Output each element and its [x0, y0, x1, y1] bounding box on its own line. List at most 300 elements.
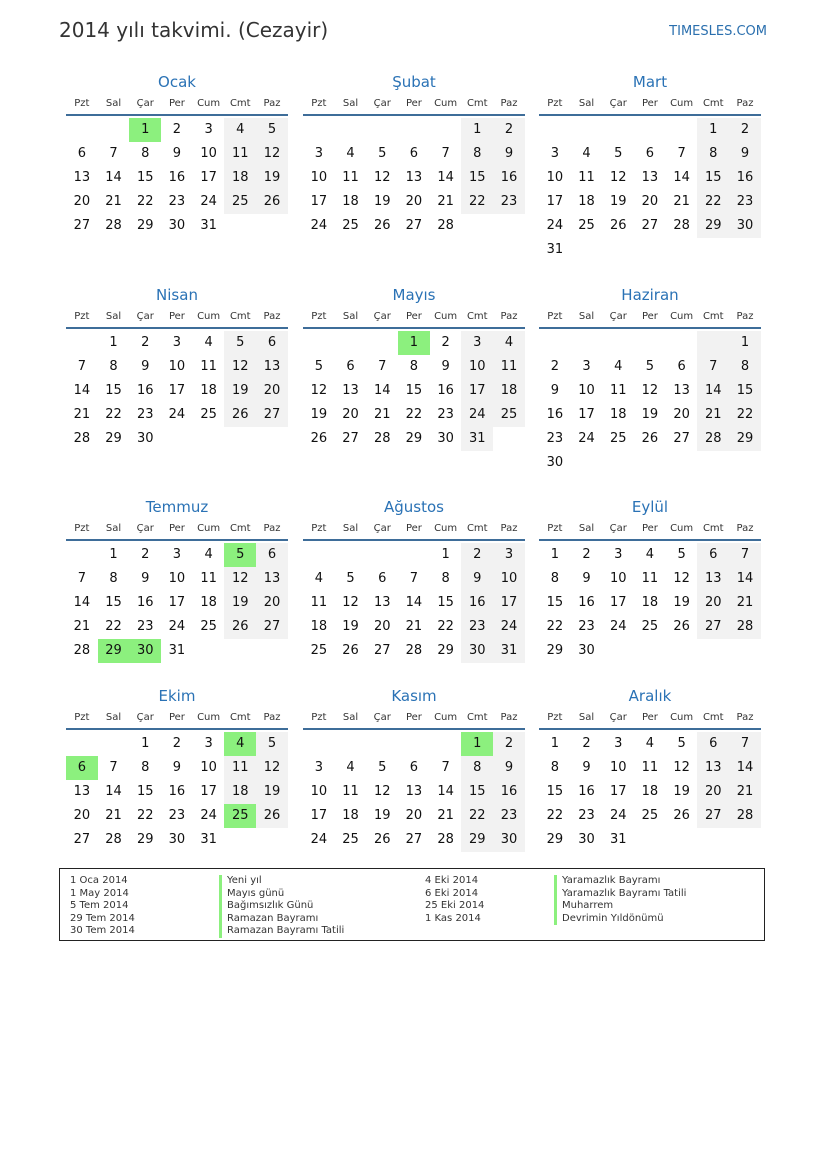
day-cell: 16 [437, 383, 454, 398]
legend-entry: 1 Kas 2014 [425, 912, 481, 924]
month-block [303, 285, 525, 451]
weekday-label: Pzt [311, 522, 327, 534]
empty-cell [224, 828, 256, 852]
day-cell: 4 [224, 118, 256, 142]
day-cell: 24 [200, 194, 217, 209]
day-cell: 29 [461, 828, 493, 852]
day-cell: 22 [105, 407, 122, 422]
weekday-label: Çar [609, 711, 627, 723]
day-cell: 28 [437, 832, 454, 847]
legend-entry: Ramazan Bayramı Tatili [219, 925, 344, 938]
weekday-label: Cmt [702, 97, 724, 109]
week-row [539, 142, 761, 166]
day-cell: 20 [405, 808, 423, 823]
day-cell: 24 [578, 431, 595, 446]
day-cell: 29 [546, 643, 564, 658]
day-cell: 2 [550, 359, 559, 374]
empty-cell [224, 427, 256, 451]
day-cell: 27 [405, 218, 423, 233]
day-cell: 10 [546, 170, 564, 185]
weekday-label: Pzt [547, 310, 563, 322]
empty-cell [634, 639, 666, 663]
weekday-label: Çar [609, 97, 627, 109]
empty-cell [66, 331, 98, 355]
week-row [303, 427, 525, 451]
weekday-header [66, 305, 288, 329]
empty-cell [303, 732, 335, 756]
week-row [66, 804, 288, 828]
day-cell: 18 [609, 407, 627, 422]
weekday-label: Sal [342, 97, 359, 109]
day-cell: 30 [461, 639, 493, 663]
week-row [66, 214, 288, 238]
day-cell: 9 [582, 571, 591, 586]
weekday-label: Pzt [74, 711, 90, 723]
day-cell: 1 [109, 547, 118, 562]
week-row [303, 591, 525, 615]
week-row [539, 427, 761, 451]
day-cell: 23 [168, 808, 186, 823]
day-cell: 12 [373, 784, 391, 799]
day-cell: 28 [73, 431, 91, 446]
weekday-header [539, 92, 761, 116]
day-cell: 3 [614, 547, 623, 562]
day-cell: 6 [256, 331, 288, 355]
day-cell: 15 [461, 166, 493, 190]
empty-cell [666, 451, 698, 475]
day-cell: 9 [172, 146, 182, 161]
day-cell: 1 [550, 547, 559, 562]
day-cell: 17 [609, 784, 627, 799]
empty-cell [224, 214, 256, 238]
day-cell: 25 [224, 804, 256, 828]
day-cell: 30 [493, 828, 525, 852]
day-cell: 14 [73, 595, 91, 610]
day-cell: 2 [493, 732, 525, 756]
day-cell: 19 [310, 407, 328, 422]
day-cell: 30 [168, 832, 186, 847]
day-cell: 23 [578, 619, 595, 634]
day-cell: 19 [342, 619, 359, 634]
weekday-header [303, 92, 525, 116]
day-cell: 4 [493, 331, 525, 355]
empty-cell [666, 828, 698, 852]
day-cell: 14 [729, 567, 761, 591]
empty-cell [66, 118, 98, 142]
day-cell: 14 [437, 170, 454, 185]
week-row [539, 780, 761, 804]
weekday-label: Cmt [229, 711, 251, 723]
day-cell: 22 [729, 403, 761, 427]
day-cell: 17 [168, 383, 186, 398]
empty-cell [366, 543, 398, 567]
empty-cell [256, 427, 288, 451]
day-cell: 15 [461, 780, 493, 804]
day-cell: 15 [136, 170, 154, 185]
weekday-label: Pzt [74, 310, 90, 322]
day-cell: 22 [697, 190, 729, 214]
weekday-label: Cmt [466, 711, 488, 723]
empty-cell [602, 331, 634, 355]
legend-entry: 4 Eki 2014 [425, 875, 479, 886]
day-cell: 11 [578, 170, 595, 185]
empty-cell [571, 331, 603, 355]
day-cell: 5 [346, 571, 355, 586]
weekday-label: Cmt [466, 522, 488, 534]
day-cell: 11 [342, 170, 359, 185]
day-cell: 19 [256, 166, 288, 190]
day-cell: 10 [200, 146, 217, 161]
day-cell: 2 [172, 122, 182, 137]
day-cell: 12 [224, 567, 256, 591]
weekday-label: Çar [609, 522, 627, 534]
weekday-label: Sal [342, 310, 359, 322]
day-cell: 11 [200, 571, 217, 586]
legend-entry: 1 May 2014 [70, 887, 129, 899]
weekday-label: Paz [263, 711, 281, 723]
day-cell: 26 [673, 808, 690, 823]
weekday-label: Cum [670, 97, 694, 109]
day-cell: 23 [461, 615, 493, 639]
empty-cell [634, 118, 666, 142]
day-cell: 20 [373, 619, 391, 634]
day-cell: 23 [437, 407, 454, 422]
day-cell: 19 [609, 194, 627, 209]
day-cell: 15 [437, 595, 454, 610]
day-cell: 15 [405, 383, 423, 398]
day-cell: 8 [141, 146, 150, 161]
week-row [303, 615, 525, 639]
empty-cell [256, 828, 288, 852]
empty-cell [303, 331, 335, 355]
week-row [66, 591, 288, 615]
day-cell: 27 [697, 804, 729, 828]
week-row [303, 142, 525, 166]
empty-cell [634, 451, 666, 475]
day-cell: 16 [729, 166, 761, 190]
weekday-label: Cum [434, 97, 458, 109]
month-block [539, 72, 761, 262]
weekday-header [66, 517, 288, 541]
day-cell: 8 [441, 571, 450, 586]
day-cell: 23 [136, 407, 154, 422]
weekday-header [303, 706, 525, 730]
weekday-label: Çar [609, 310, 627, 322]
day-cell: 30 [168, 218, 186, 233]
day-cell: 24 [310, 832, 328, 847]
empty-cell [98, 732, 130, 756]
day-cell: 16 [578, 784, 595, 799]
day-cell: 19 [673, 595, 690, 610]
weekday-label: Paz [736, 522, 754, 534]
day-cell: 4 [204, 547, 213, 562]
day-cell: 27 [405, 832, 423, 847]
day-cell: 10 [168, 571, 186, 586]
week-row [539, 238, 761, 262]
week-row [539, 591, 761, 615]
empty-cell [66, 543, 98, 567]
day-cell: 25 [200, 619, 217, 634]
day-cell: 11 [224, 756, 256, 780]
weekday-label: Per [641, 522, 658, 534]
day-cell: 16 [578, 595, 595, 610]
week-row [303, 639, 525, 663]
weekday-label: Cum [197, 522, 221, 534]
day-cell: 7 [677, 146, 686, 161]
day-cell: 21 [673, 194, 690, 209]
weekday-label: Cmt [466, 310, 488, 322]
weekday-label: Per [641, 711, 658, 723]
day-cell: 24 [168, 407, 186, 422]
day-cell: 27 [73, 832, 91, 847]
day-cell: 4 [204, 335, 213, 350]
empty-cell [303, 118, 335, 142]
weekday-label: Pzt [547, 522, 563, 534]
day-cell: 6 [697, 732, 729, 756]
day-cell: 5 [645, 359, 655, 374]
weekday-label: Sal [342, 522, 359, 534]
day-cell: 2 [729, 118, 761, 142]
weekday-label: Cmt [466, 97, 488, 109]
day-cell: 2 [582, 547, 591, 562]
empty-cell [602, 238, 634, 262]
day-cell: 6 [645, 146, 655, 161]
empty-cell [256, 214, 288, 238]
day-cell: 29 [697, 214, 729, 238]
weekday-header [303, 305, 525, 329]
day-cell: 24 [200, 808, 217, 823]
day-cell: 6 [66, 756, 98, 780]
day-cell: 16 [493, 166, 525, 190]
empty-cell [461, 214, 493, 238]
day-cell: 18 [200, 383, 217, 398]
weekday-label: Sal [578, 97, 595, 109]
day-cell: 10 [168, 359, 186, 374]
weekday-label: Cmt [229, 310, 251, 322]
weekday-label: Cum [670, 310, 694, 322]
empty-cell [634, 828, 666, 852]
day-cell: 13 [73, 784, 91, 799]
day-cell: 12 [641, 383, 659, 398]
empty-cell [430, 118, 462, 142]
weekday-label: Per [168, 97, 185, 109]
day-cell: 24 [310, 218, 328, 233]
day-cell: 21 [437, 194, 454, 209]
day-cell: 18 [342, 194, 359, 209]
week-row [66, 543, 288, 567]
day-cell: 5 [614, 146, 623, 161]
weekday-label: Paz [263, 522, 281, 534]
month-block [539, 285, 761, 475]
week-row [539, 190, 761, 214]
weekday-label: Per [405, 97, 422, 109]
weekday-label: Paz [500, 711, 518, 723]
day-cell: 3 [172, 335, 182, 350]
day-cell: 26 [373, 218, 391, 233]
empty-cell [303, 543, 335, 567]
day-cell: 19 [256, 780, 288, 804]
day-cell: 11 [342, 784, 359, 799]
day-cell: 16 [493, 780, 525, 804]
month-name: Eylül [631, 498, 669, 516]
week-row [539, 214, 761, 238]
weekday-label: Cum [197, 711, 221, 723]
day-cell: 14 [405, 595, 423, 610]
day-cell: 29 [729, 427, 761, 451]
day-cell: 25 [310, 643, 328, 658]
day-cell: 11 [200, 359, 217, 374]
day-cell: 30 [437, 431, 454, 446]
day-cell: 20 [697, 780, 729, 804]
month-name: Haziran [621, 286, 679, 304]
month-block [66, 72, 288, 238]
site-link[interactable]: TIMESLES.COM [669, 24, 767, 39]
day-cell: 20 [405, 194, 423, 209]
day-cell: 17 [609, 595, 627, 610]
day-cell: 17 [168, 595, 186, 610]
day-cell: 23 [136, 619, 154, 634]
day-cell: 28 [73, 643, 91, 658]
day-cell: 5 [314, 359, 323, 374]
day-cell: 18 [641, 595, 659, 610]
legend-entry: Yaramazlık Bayramı [554, 875, 686, 888]
week-row [303, 355, 525, 379]
weekday-label: Pzt [74, 522, 90, 534]
weekday-label: Per [168, 711, 185, 723]
day-cell: 8 [109, 359, 118, 374]
day-cell: 31 [168, 643, 186, 658]
week-row [303, 756, 525, 780]
day-cell: 15 [546, 595, 564, 610]
weekday-label: Çar [373, 97, 391, 109]
day-cell: 8 [550, 571, 559, 586]
day-cell: 2 [141, 335, 150, 350]
week-row [539, 639, 761, 663]
week-row [303, 331, 525, 355]
legend-entry: 29 Tem 2014 [70, 912, 135, 924]
week-row [66, 780, 288, 804]
weekday-label: Paz [500, 97, 518, 109]
day-cell: 11 [641, 760, 659, 775]
day-cell: 24 [546, 218, 564, 233]
day-cell: 18 [310, 619, 328, 634]
day-cell: 27 [673, 431, 690, 446]
weekday-header [539, 517, 761, 541]
day-cell: 16 [136, 383, 154, 398]
month-block [303, 686, 525, 852]
month-block [303, 497, 525, 663]
day-cell: 29 [98, 639, 130, 663]
day-cell: 1 [461, 732, 493, 756]
weekday-label: Pzt [311, 711, 327, 723]
weekday-label: Çar [136, 711, 154, 723]
week-row [303, 732, 525, 756]
day-cell: 14 [105, 170, 122, 185]
day-cell: 20 [673, 407, 690, 422]
day-cell: 2 [172, 736, 182, 751]
day-cell: 27 [256, 615, 288, 639]
day-cell: 7 [409, 571, 419, 586]
day-cell: 12 [673, 571, 690, 586]
weekday-label: Per [405, 310, 422, 322]
day-cell: 6 [346, 359, 355, 374]
week-row [539, 615, 761, 639]
day-cell: 2 [493, 118, 525, 142]
month-block [303, 72, 525, 238]
week-row [303, 828, 525, 852]
day-cell: 26 [673, 619, 690, 634]
week-row [66, 427, 288, 451]
day-cell: 29 [136, 832, 154, 847]
day-cell: 18 [641, 784, 659, 799]
month-name: Mayıs [392, 286, 436, 304]
day-cell: 10 [310, 170, 328, 185]
week-row [66, 355, 288, 379]
empty-cell [602, 639, 634, 663]
day-cell: 15 [697, 166, 729, 190]
day-cell: 12 [609, 170, 627, 185]
empty-cell [697, 238, 729, 262]
day-cell: 29 [136, 218, 154, 233]
legend-entry: Devrimin Yıldönümü [554, 913, 686, 926]
day-cell: 21 [405, 619, 423, 634]
day-cell: 21 [373, 407, 391, 422]
empty-cell [539, 331, 571, 355]
day-cell: 8 [461, 756, 493, 780]
day-cell: 8 [461, 142, 493, 166]
day-cell: 9 [550, 383, 559, 398]
day-cell: 21 [73, 407, 91, 422]
weekday-label: Pzt [74, 97, 90, 109]
month-name: Kasım [391, 687, 437, 705]
day-cell: 21 [697, 403, 729, 427]
weekday-label: Sal [105, 711, 122, 723]
month-block [539, 686, 761, 852]
day-cell: 21 [105, 194, 122, 209]
day-cell: 26 [224, 615, 256, 639]
day-cell: 31 [200, 832, 217, 847]
week-row [66, 403, 288, 427]
weekday-label: Cum [434, 711, 458, 723]
weekday-label: Cum [434, 310, 458, 322]
day-cell: 21 [729, 780, 761, 804]
week-row [66, 118, 288, 142]
empty-cell [98, 118, 130, 142]
empty-cell [493, 427, 525, 451]
day-cell: 22 [461, 804, 493, 828]
day-cell: 20 [697, 591, 729, 615]
day-cell: 26 [373, 832, 391, 847]
day-cell: 3 [461, 331, 493, 355]
empty-cell [335, 331, 367, 355]
day-cell: 22 [105, 619, 122, 634]
day-cell: 2 [582, 736, 591, 751]
day-cell: 13 [697, 756, 729, 780]
day-cell: 1 [461, 118, 493, 142]
day-cell: 12 [310, 383, 328, 398]
weekday-label: Cmt [702, 522, 724, 534]
day-cell: 26 [641, 431, 659, 446]
legend-entry: Yaramazlık Bayramı Tatili [554, 888, 686, 901]
month-name: Nisan [156, 286, 198, 304]
week-row [66, 615, 288, 639]
day-cell: 8 [109, 571, 118, 586]
day-cell: 11 [224, 142, 256, 166]
day-cell: 21 [729, 591, 761, 615]
day-cell: 12 [373, 170, 391, 185]
day-cell: 10 [609, 571, 627, 586]
weekday-label: Sal [105, 310, 122, 322]
